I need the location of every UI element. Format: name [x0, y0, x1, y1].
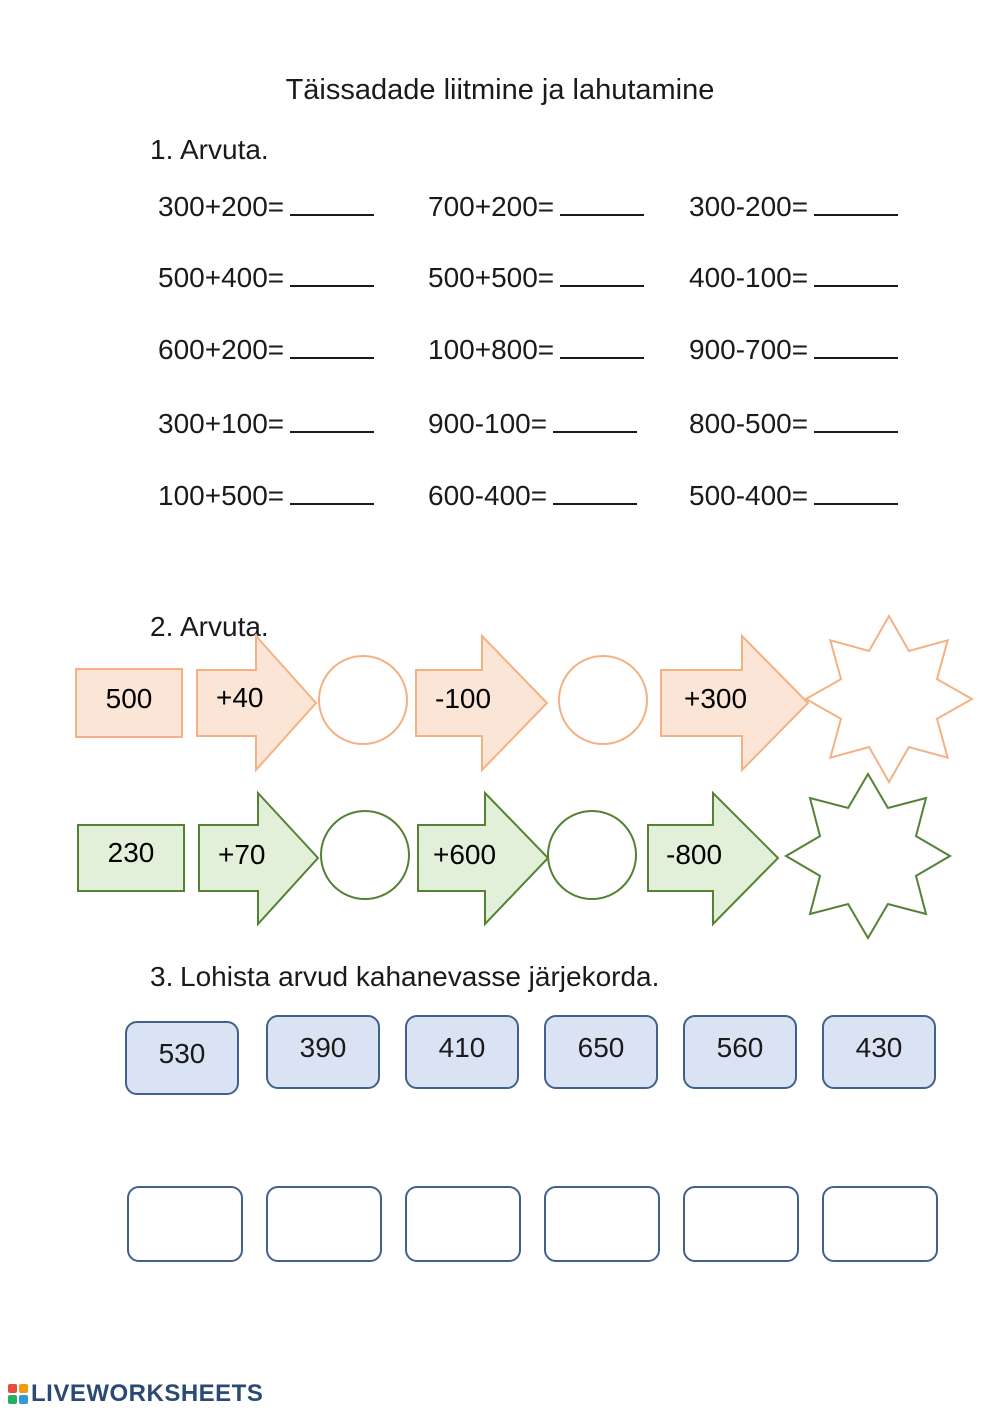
drop-slot-6[interactable]	[822, 1186, 938, 1262]
equation-text: 300+200=	[158, 191, 285, 222]
section1-number: 1.	[150, 134, 174, 165]
chain2-answer-star[interactable]	[786, 774, 950, 938]
chain2-step-2-label: +600	[433, 839, 497, 870]
section1-title: Arvuta.	[180, 134, 269, 165]
chain2-step-3-label: -800	[666, 839, 723, 870]
logo-square	[8, 1384, 17, 1393]
drop-slot-3[interactable]	[405, 1186, 521, 1262]
drop-slot-1[interactable]	[127, 1186, 243, 1262]
drop-slot-5[interactable]	[683, 1186, 799, 1262]
chain1-step-3-label: +300	[684, 683, 748, 714]
equation-text: 500+500=	[428, 262, 555, 293]
equation-text: 600+200=	[158, 334, 285, 365]
logo-text: LIVEWORKSHEETS	[31, 1380, 264, 1407]
logo-square	[8, 1395, 17, 1404]
logo-square	[19, 1395, 28, 1404]
number-tile[interactable]: 530	[125, 1021, 239, 1095]
section2-number: 2.	[150, 611, 174, 642]
drop-slot-2[interactable]	[266, 1186, 382, 1262]
chain2-start-label: 230	[107, 837, 155, 868]
equation-text: 100+500=	[158, 480, 285, 511]
equation-text: 500+400=	[158, 262, 285, 293]
equation-text: 500-400=	[689, 480, 809, 511]
chain2-answer-circle-2[interactable]	[548, 811, 636, 899]
chain1-step-1-label: +40	[216, 682, 264, 713]
number-tile[interactable]: 390	[266, 1015, 380, 1089]
chain1-start-label: 500	[105, 683, 153, 714]
chain1-answer-circle-2[interactable]	[559, 656, 647, 744]
equation-text: 100+800=	[428, 334, 555, 365]
liveworksheets-logo-icon	[8, 1384, 28, 1404]
equation-text: 800-500=	[689, 408, 809, 439]
number-tile[interactable]: 430	[822, 1015, 936, 1089]
section3-heading	[150, 961, 659, 993]
chain1-answer-star[interactable]	[806, 616, 972, 782]
equation-text: 300-200=	[689, 191, 809, 222]
chain2	[78, 774, 950, 938]
chain2-answer-circle-1[interactable]	[321, 811, 409, 899]
page-title: Täissadade liitmine ja lahutamine	[285, 74, 715, 106]
logo-square	[19, 1384, 28, 1393]
equation-text: 700+200=	[428, 191, 555, 222]
number-tile[interactable]: 650	[544, 1015, 658, 1089]
equation-text: 400-100=	[689, 262, 809, 293]
drop-slot-4[interactable]	[544, 1186, 660, 1262]
section3-number: 3.	[150, 961, 174, 992]
chain1-answer-circle-1[interactable]	[319, 656, 407, 744]
chain1	[76, 616, 972, 782]
number-tile[interactable]: 410	[405, 1015, 519, 1089]
equation-text: 900-100=	[428, 408, 548, 439]
footer-logo[interactable]	[8, 1380, 263, 1408]
section3-title: Lohista arvud kahanevasse järjekorda.	[180, 961, 660, 992]
equation-text: 300+100=	[158, 408, 285, 439]
equation-text: 600-400=	[428, 480, 548, 511]
number-tile[interactable]: 560	[683, 1015, 797, 1089]
section2-title: Arvuta.	[180, 611, 269, 642]
chain1-step-2-label: -100	[435, 683, 492, 714]
chain2-step-1-label: +70	[218, 839, 266, 870]
equation-text: 900-700=	[689, 334, 809, 365]
